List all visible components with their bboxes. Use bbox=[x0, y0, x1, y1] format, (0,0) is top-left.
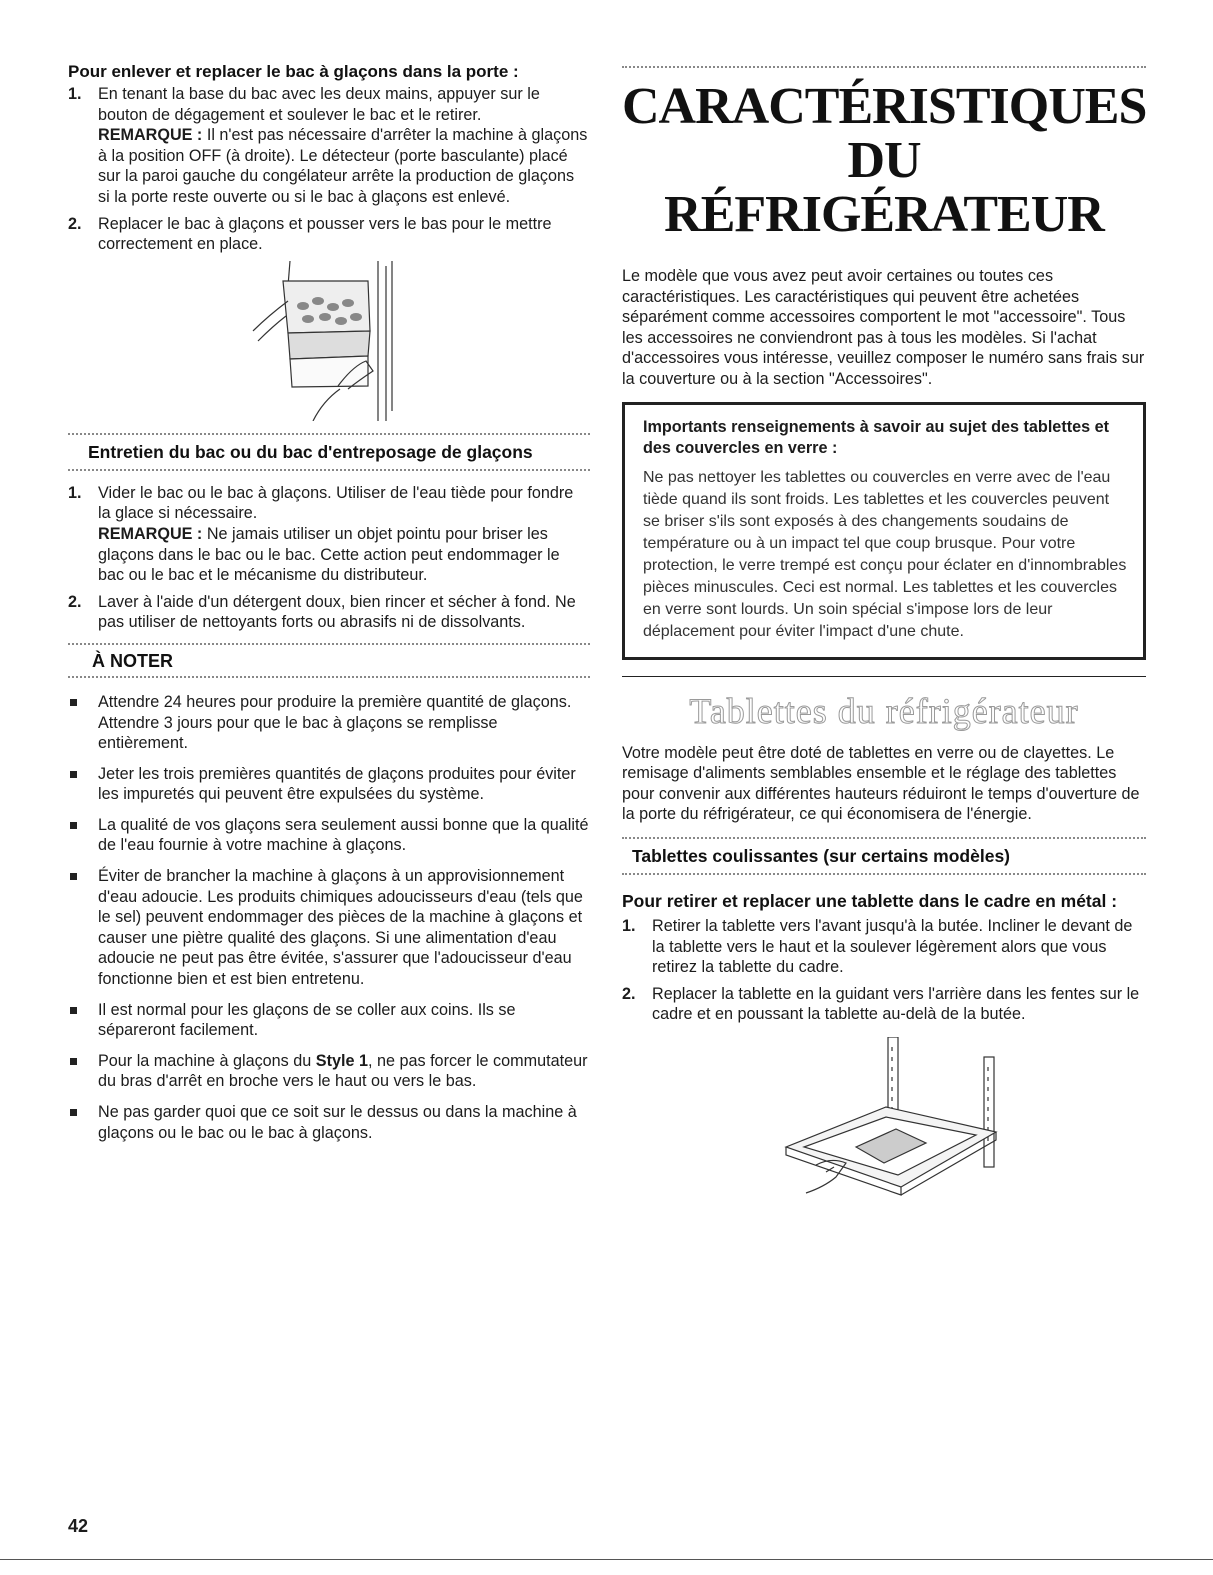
left-column bbox=[68, 62, 590, 1153]
step-text: Vider le bac ou le bac à glaçons. Utiliser de l'eau tiède pour fondre la glace si nécessaire. bbox=[98, 483, 574, 523]
bullet-square bbox=[70, 822, 77, 829]
list-item bbox=[68, 84, 590, 208]
section-divider bbox=[622, 676, 1146, 677]
bullet-square bbox=[70, 699, 77, 706]
step-number: 1. bbox=[68, 85, 82, 103]
step-text: Laver à l'aide d'un détergent doux, bien rincer et sécher à fond. Ne pas utiliser de nettoyants forts ou abrasifs ni de dissolvants. bbox=[98, 592, 576, 632]
page-title-line1: CARACTÉRISTIQUES DU bbox=[622, 78, 1147, 189]
step-text: Replacer le bac à glaçons et pousser vers le bas pour le mettre correctement en place. bbox=[98, 214, 552, 254]
step-text: En tenant la base du bac avec les deux mains, appuyer sur le bouton de dégagement et soulever le bac et le retirer. bbox=[98, 85, 540, 124]
bullet-text-bold: Style 1 bbox=[315, 1051, 368, 1070]
note-text: Il n'est pas nécessaire d'arrêter la machine à glaçons à la position OFF (à droite). Le détecteur (porte basculante) placé sur la paroi gauche du congélateur arrête la production de glaçons si la porte reste ouverte ou si le bac à glaçons est enlevé. bbox=[98, 126, 588, 206]
maintenance-steps bbox=[68, 483, 590, 633]
page-title bbox=[622, 80, 1146, 242]
note-label: REMARQUE : bbox=[98, 126, 203, 145]
list-item bbox=[68, 592, 590, 633]
bullet-text: Ne pas garder quoi que ce soit sur le dessus ou dans la machine à glaçons ou le bac ou le bac à glaçons. bbox=[98, 1103, 577, 1142]
ice-bin-illustration bbox=[228, 261, 418, 421]
step-number: 2. bbox=[622, 984, 636, 1003]
list-item bbox=[68, 483, 590, 586]
shelves-paragraph: Votre modèle peut être doté de tablettes en verre ou de clayettes. Le remisage d'aliments semblables ensemble et le réglage des tablettes pour convenir aux différentes hauteurs réduiront le temps d'ouverture de la porte du réfrigérateur, ce qui économisera de l'énergie. bbox=[622, 743, 1140, 824]
bullet-text: Éviter de brancher la machine à glaçons à un approvisionnement d'eau adoucie. Les produits chimiques adoucisseurs d'eau (tels que le sel) peuvent endommager des pièces de la machine à glaçons et causer une piètre qualité des glaçons. Si une alimentation d'eau adoucie ne peut pas être évitée, s'assurer que l'adoucisseur d'eau fonctionne bien et est bien entretenu. bbox=[98, 867, 583, 989]
bullet-square bbox=[70, 1007, 77, 1014]
shelves-title: Tablettes du réfrigérateur bbox=[689, 690, 1079, 731]
step-text: Replacer la tablette en la guidant vers l'arrière dans les fentes sur le cadre et en poussant la tablette au-delà de la butée. bbox=[652, 984, 1140, 1024]
step-number: 2. bbox=[68, 592, 82, 611]
notes-list bbox=[68, 692, 590, 1143]
bullet-text: La qualité de vos glaçons sera seulement aussi bonne que la qualité de l'eau fournie à votre machine à glaçons. bbox=[98, 815, 589, 855]
list-item bbox=[68, 1051, 590, 1092]
shelf-illustration bbox=[776, 1037, 1006, 1197]
list-item bbox=[68, 1000, 590, 1041]
page-title-line2: RÉFRIGÉRATEUR bbox=[664, 186, 1104, 243]
note-label: REMARQUE : bbox=[98, 524, 203, 543]
list-item bbox=[68, 815, 590, 856]
list-item bbox=[68, 692, 590, 754]
note bbox=[98, 125, 590, 207]
bullet-square bbox=[70, 1058, 77, 1065]
bullet-square bbox=[70, 771, 77, 778]
right-column bbox=[622, 62, 1146, 1197]
step-number: 2. bbox=[68, 214, 82, 233]
list-item bbox=[622, 916, 1146, 978]
step-number: 1. bbox=[68, 483, 82, 502]
remove-ice-bin-heading: Pour enlever et replacer le bac à glaçons dans la porte : bbox=[68, 62, 519, 81]
remove-shelf-steps bbox=[622, 916, 1146, 1025]
important-box-body: Ne pas nettoyer les tablettes ou couvercles en verre avec de l'eau tiède quand ils sont froids. Les tablettes et les couvercles peuvent se briser s'ils sont exposés à des changements soudains de température ou à un impact tel que coup brusque. Pour votre protection, le verre trempé est conçu pour éclater en d'innombrables pièces minuscules. Ceci est normal. Les tablettes et les couvercles en verre sont lourds. Un soin spécial s'impose lors de leur déplacement pour éviter l'impact d'une chute. bbox=[643, 468, 1127, 640]
bullet-text: Attendre 24 heures pour produire la première quantité de glaçons. Attendre 3 jours pour que le bac à glaçons se remplisse entièrement. bbox=[98, 692, 572, 753]
dotted-divider bbox=[68, 469, 590, 471]
dotted-divider bbox=[622, 66, 1146, 68]
list-item bbox=[68, 1102, 590, 1143]
dotted-divider bbox=[68, 676, 590, 678]
ice-bin-maintenance-title: Entretien du bac ou du bac d'entreposage de glaçons bbox=[88, 441, 533, 462]
list-item bbox=[68, 214, 590, 255]
important-info-box bbox=[622, 402, 1146, 660]
intro-paragraph: Le modèle que vous avez peut avoir certaines ou toutes ces caractéristiques. Les caractéristiques qui peuvent être achetées séparément comme accessoires comportent le mot "accessoire". Tous les accessoires ne conviendront pas à tous les modèles. Si l'achat d'accessoires vous intéresse, veuillez composer le numéro sans frais sur la couverture ou à la section "Accessoires". bbox=[622, 267, 1145, 388]
bullet-square bbox=[70, 1109, 77, 1116]
important-box-heading: Importants renseignements à savoir au sujet des tablettes et des couvercles en verre : bbox=[643, 417, 1109, 457]
step-number: 1. bbox=[622, 916, 636, 935]
remove-shelf-heading: Pour retirer et replacer une tablette dans le cadre en métal : bbox=[622, 890, 1118, 911]
list-item bbox=[68, 866, 590, 990]
remove-ice-bin-steps bbox=[68, 84, 590, 255]
anoter-title: À NOTER bbox=[92, 650, 173, 671]
list-item bbox=[68, 764, 590, 805]
note bbox=[98, 524, 590, 586]
list-item bbox=[622, 984, 1146, 1025]
step-text: Retirer la tablette vers l'avant jusqu'à la butée. Incliner le devant de la tablette vers le haut et la soulever légèrement alors que vous retirez la tablette du cadre. bbox=[652, 916, 1133, 977]
dotted-divider bbox=[622, 873, 1146, 875]
sliding-shelves-title: Tablettes coulissantes (sur certains modèles) bbox=[632, 845, 1011, 866]
bullet-text: Il est normal pour les glaçons de se coller aux coins. Ils se sépareront facilement. bbox=[98, 1000, 516, 1040]
footer-divider bbox=[0, 1559, 1213, 1560]
page-number: 42 bbox=[68, 1516, 89, 1536]
bullet-square bbox=[70, 873, 77, 880]
bullet-text-pre: Pour la machine à glaçons du bbox=[98, 1051, 316, 1070]
bullet-text: Jeter les trois premières quantités de glaçons produites pour éviter les impuretés qui peuvent être expulsées du système. bbox=[98, 764, 576, 804]
bullet-text-post: , ne pas forcer le commutateur du bras d'arrêt en broche vers le haut ou vers le bas. bbox=[98, 1051, 588, 1091]
note-text: Ne jamais utiliser un objet pointu pour briser les glaçons dans le bac ou le bac. Cette action peut endommager le bac ou le bac et le mécanisme du distributeur. bbox=[98, 524, 560, 585]
